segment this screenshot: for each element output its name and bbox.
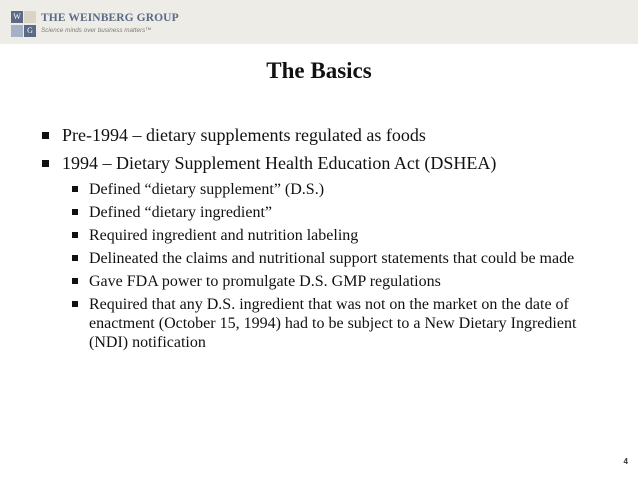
weinberg-logo-icon [11, 11, 37, 38]
page-number: 4 [623, 457, 628, 466]
sub-bullet-item [0, 272, 638, 291]
sub-bullet-item [0, 226, 638, 245]
sub-bullet-item [0, 249, 638, 268]
sub-bullet-text: Defined “dietary ingredient” [89, 204, 273, 221]
square-bullet-icon [72, 232, 78, 238]
logo-cell-top-right [24, 11, 36, 23]
sub-bullet-text: Required that any D.S. ingredient that was not on the market on the date of enactment (October 15, 1994) had to be subject to a New Dietary Ingredient (NDI) notification [89, 296, 577, 351]
sub-bullet-text: Required ingredient and nutrition labeling [89, 227, 359, 244]
sub-bullet-text: Defined “dietary supplement” (D.S.) [89, 181, 325, 198]
sub-bullet-item [0, 295, 638, 352]
bullet-item [0, 152, 638, 175]
square-bullet-icon [72, 186, 78, 192]
sub-bullet-text: Delineated the claims and nutritional support statements that could be made [89, 250, 575, 267]
square-bullet-icon [72, 301, 78, 307]
header-bar [0, 0, 638, 44]
square-bullet-icon [72, 209, 78, 215]
square-bullet-icon [72, 278, 78, 284]
square-bullet-icon [42, 160, 49, 167]
company-name: THE WEINBERG GROUP [41, 12, 179, 24]
square-bullet-icon [42, 132, 49, 139]
sub-bullet-item [0, 180, 638, 199]
bullet-text: 1994 – Dietary Supplement Health Education Act (DSHEA) [62, 153, 497, 173]
logo-cell-bottom-right: G [24, 25, 36, 37]
logo-cell-bottom-left [11, 25, 23, 37]
bullet-text: Pre-1994 – dietary supplements regulated as foods [62, 125, 426, 145]
sub-bullet-item [0, 203, 638, 222]
company-tagline: Science minds over business matters™ [41, 27, 152, 34]
bullet-item [0, 124, 638, 147]
sub-bullet-text: Gave FDA power to promulgate D.S. GMP regulations [89, 273, 441, 290]
slide-title: The Basics [266, 58, 372, 83]
bullet-list [0, 124, 638, 352]
logo-cell-top-left: W [11, 11, 23, 23]
square-bullet-icon [72, 255, 78, 261]
